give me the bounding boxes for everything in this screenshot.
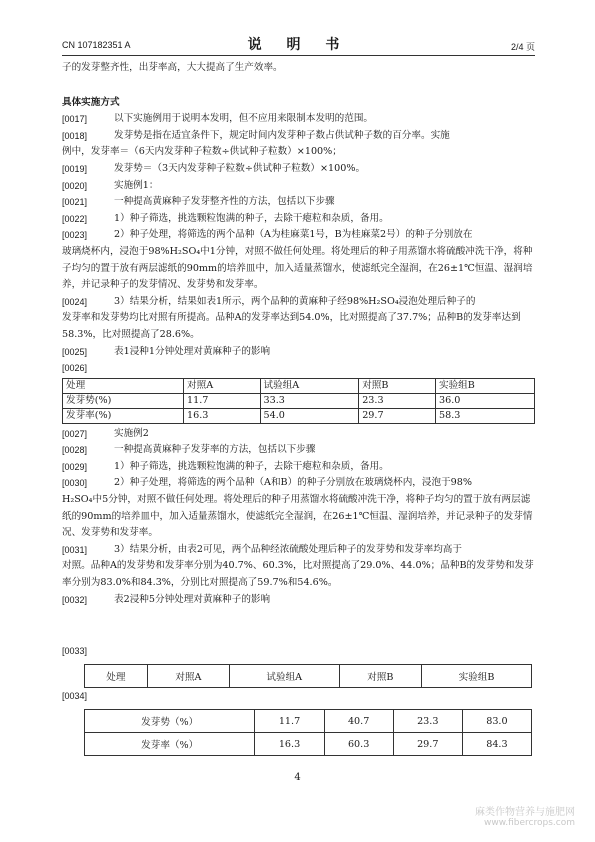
paragraph-text: 1）种子筛选，挑选颗粒饱满的种子，去除干瘪粒和杂质，备用。 [114, 460, 389, 472]
intro-text: 子的发芽整齐性，出芽率高，大大提高了生产效率。 [62, 62, 283, 73]
paragraph-number: [0019] [62, 163, 88, 174]
table-row [85, 733, 532, 756]
watermark-url: www.fibercrops.com [484, 818, 575, 828]
table-header-cell: 对照A [147, 665, 229, 688]
page-number: 4 [294, 772, 301, 783]
table-header-cell: 处理 [85, 665, 148, 688]
paragraph [62, 294, 535, 311]
paragraph-text: 实施例2 [114, 427, 149, 439]
paragraph [62, 111, 535, 128]
paragraph [62, 161, 535, 178]
paragraph [62, 128, 535, 145]
paragraph [62, 442, 535, 459]
table-cell: 58.3 [436, 408, 535, 423]
results-table-2-body [84, 709, 532, 756]
results-table-1 [62, 378, 535, 424]
paragraph-continuation: 对照。品种A的发芽势和发芽率分别为40.7%、60.3%，比对照提高了29.0%、44.0%；品种B的发芽势和发芽率分别为83.0%和84.3%，分别比对照提高了59.7%和54.6%。 [62, 560, 534, 589]
site-watermark [475, 803, 575, 828]
results-table-2-header [84, 664, 532, 688]
paragraph-number: [0027] [62, 428, 88, 439]
watermark-site-name: 麻类作物营养与施肥网 [475, 807, 575, 818]
paragraph-text: 3）结果分析，结果如表1所示，两个品种的黄麻种子经98%H₂SO₄浸泡处理后种子的 [114, 295, 476, 307]
table-row [63, 393, 535, 408]
table-cell: 发芽率(%) [63, 408, 184, 423]
paragraph-text: 一种提高黄麻种子发芽率的方法，包括以下步骤 [114, 444, 316, 456]
paragraph [62, 426, 535, 443]
paragraph-text: 2）种子处理，将筛选的两个品种（A为桂麻菜1号，B为桂麻菜2号）的种子分别放在 [114, 229, 473, 241]
table-header-cell: 试验组A [260, 378, 359, 393]
paragraph-text [114, 360, 535, 377]
table-cell: 83.0 [462, 710, 531, 733]
table-cell: 发芽势(%) [63, 393, 184, 408]
paragraph [62, 360, 535, 377]
table-cell: 23.3 [393, 710, 462, 733]
paragraph-number: [0028] [62, 445, 88, 456]
paragraph-text: 发芽势＝（3天内发芽种子粒数÷供试种子粒数）×100%。 [114, 162, 366, 174]
paragraph [62, 542, 535, 559]
table-cell: 40.7 [324, 710, 393, 733]
table-header-cell: 对照A [184, 378, 261, 393]
header-rule [62, 55, 535, 56]
table-cell: 11.7 [255, 710, 324, 733]
paragraph [62, 475, 535, 492]
paragraph [62, 194, 535, 211]
table-header-row [63, 378, 535, 393]
patent-number: CN 107182351 A [62, 40, 131, 50]
paragraph-text: 1）种子筛选，挑选颗粒饱满的种子，去除干瘪粒和杂质，备用。 [114, 212, 389, 224]
paragraph-number: [0018] [62, 130, 88, 141]
paragraph-number: [0034] [62, 691, 88, 701]
table-cell: 33.3 [260, 393, 359, 408]
paragraph-number: [0023] [62, 230, 88, 241]
paragraph [62, 344, 535, 361]
paragraph [62, 211, 535, 228]
paragraph [62, 592, 535, 609]
table-header-cell: 处理 [63, 378, 184, 393]
paragraph-number: [0017] [62, 114, 88, 125]
paragraph-number: [0030] [62, 478, 88, 489]
table-cell: 发芽势（%） [85, 710, 255, 733]
paragraph [62, 227, 535, 244]
table-header-cell: 对照B [359, 378, 436, 393]
paragraph-number: [0022] [62, 213, 88, 224]
paragraph-number: [0024] [62, 296, 88, 307]
table-cell: 60.3 [324, 733, 393, 756]
document-title: 说 明 书 [247, 37, 350, 53]
paragraph-text: 一种提高黄麻种子发芽整齐性的方法，包括以下步骤 [114, 196, 335, 208]
table-header-row [85, 665, 532, 688]
paragraph-number: [0032] [62, 594, 88, 605]
paragraph-continuation: 发芽率和发芽势均比对照有所提高。品种A的发芽率达到54.0%，比对照提高了37.7%；品种B的发芽率达到58.3%，比对照提高了28.6%。 [62, 312, 521, 340]
paragraph-text: 实施例1： [114, 179, 159, 191]
table-caption: 表1浸种1分钟处理对黄麻种子的影响 [114, 345, 271, 357]
table-header-cell: 实验组B [422, 665, 532, 688]
table-cell: 11.7 [184, 393, 261, 408]
page-indicator: 2/4 页 [510, 42, 535, 52]
table-row [63, 408, 535, 423]
page-header [62, 34, 535, 54]
table-header-cell: 试验组A [230, 665, 339, 688]
paragraph [62, 178, 535, 195]
document-body [62, 60, 535, 608]
table-row [85, 710, 532, 733]
table-cell: 16.3 [255, 733, 324, 756]
paragraph [62, 459, 535, 476]
table-caption: 表2浸种5分钟处理对黄麻种子的影响 [114, 593, 271, 605]
paragraph-number: [0033] [62, 646, 88, 656]
paragraph-text: 2）种子处理，将筛选的两个品种（A和B）的种子分别放在玻璃烧杯内，浸泡于98% [114, 477, 472, 489]
paragraph-number: [0021] [62, 197, 88, 208]
table-cell: 16.3 [184, 408, 261, 423]
table-cell: 29.7 [393, 733, 462, 756]
table-header-cell: 对照B [339, 665, 422, 688]
paragraph-continuation: 例中，发芽率＝（6天内发芽种子粒数÷供试种子粒数）×100%； [62, 146, 342, 158]
paragraph-continuation: H₂SO₄中5分钟，对照不做任何处理。将处理后的种子用蒸馏水将硫酸冲洗干净，将种子均匀的置于放有两层滤纸的90mm的培养皿中，加入适量蒸馏水，使滤纸完全湿润，在26±1℃恒温、湿润培养，并记录种子的发芽情况、发芽势和发芽率。 [62, 494, 533, 539]
table-cell: 23.3 [359, 393, 436, 408]
paragraph-text: 发芽势是指在适宜条件下，规定时间内发芽种子数占供试种子数的百分率。实施 [114, 129, 450, 141]
table-cell: 发芽率（%） [85, 733, 255, 756]
paragraph-number: [0025] [62, 346, 88, 357]
paragraph-number: [0029] [62, 461, 88, 472]
paragraph-continuation: 玻璃烧杯内，浸泡于98%H₂SO₄中1分钟，对照不做任何处理。将处理后的种子用蒸馏水将硫酸冲洗干净，将种子均匀的置于放有两层滤纸的90mm的培养皿中，加入适量蒸馏水，使滤纸完全湿润，在26±1℃恒温、湿润培养，并记录种子的发芽情况、发芽势和发芽率。 [62, 245, 533, 291]
table-header-cell: 实验组B [436, 378, 535, 393]
paragraph-number: [0026] [62, 363, 88, 374]
paragraph-number: [0020] [62, 180, 88, 191]
paragraph-text: 3）结果分析，由表2可见，两个品种经浓硫酸处理后种子的发芽势和发芽率均高于 [114, 543, 462, 555]
table-cell: 54.0 [260, 408, 359, 423]
table-cell: 36.0 [436, 393, 535, 408]
section-title: 具体实施方式 [62, 96, 120, 108]
paragraph-number: [0031] [62, 544, 88, 555]
table-cell: 29.7 [359, 408, 436, 423]
paragraph-text: 以下实施例用于说明本发明，但不应用来限制本发明的范围。 [114, 113, 374, 125]
table-cell: 84.3 [462, 733, 531, 756]
